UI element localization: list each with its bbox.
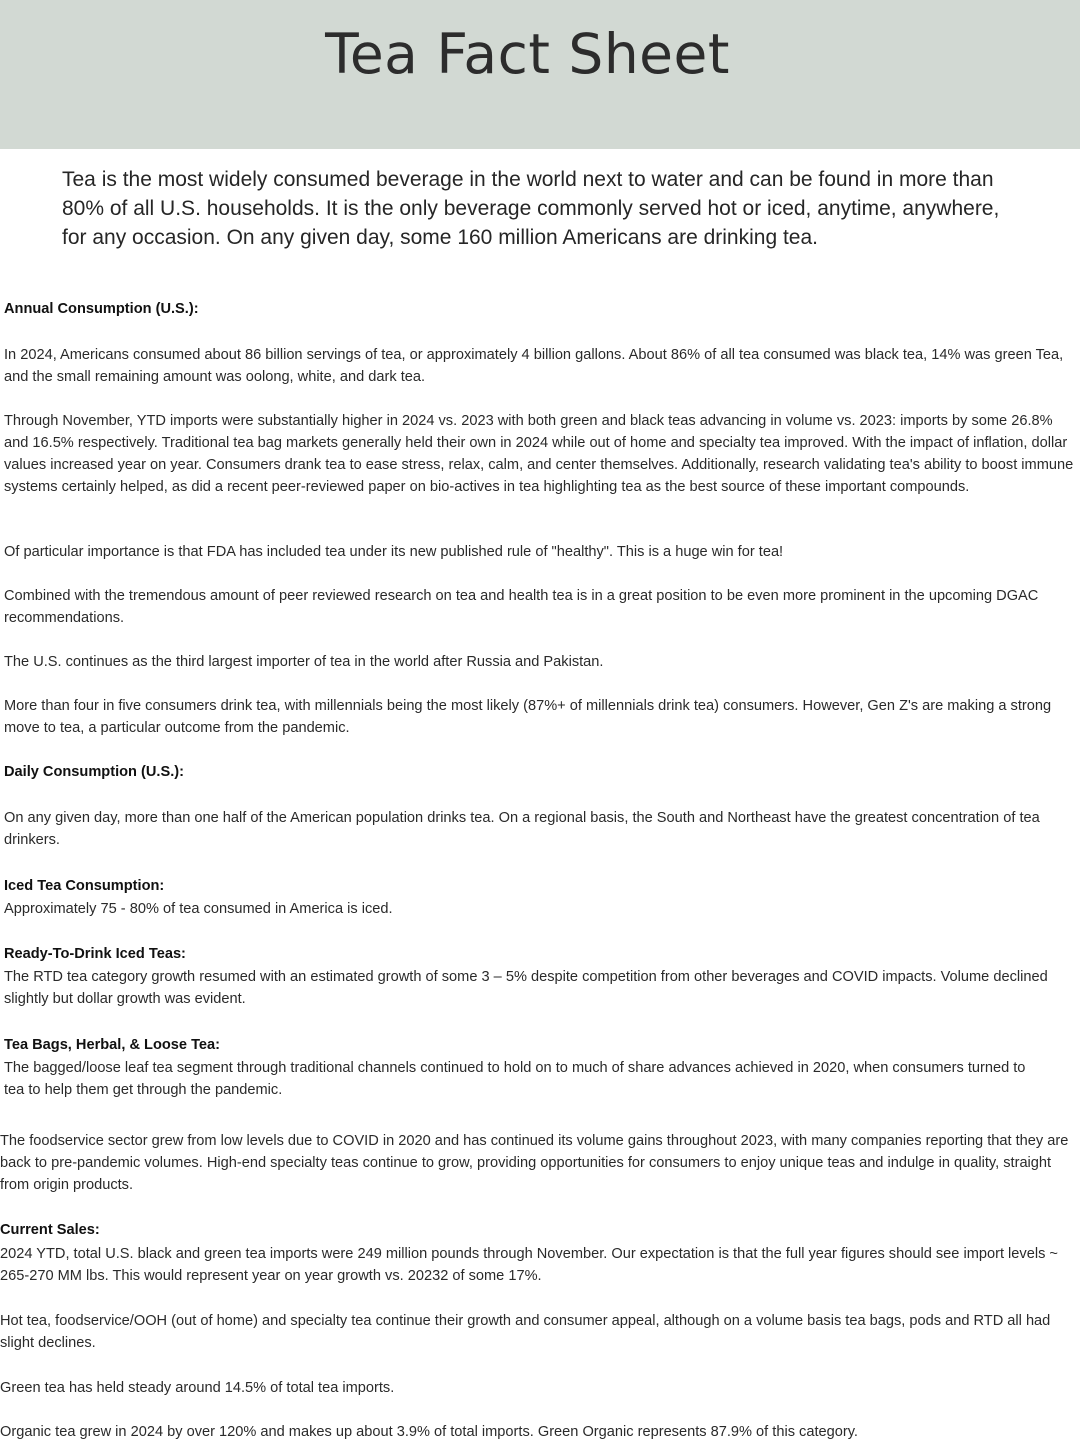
iced-tea-paragraph: Approximately 75 - 80% of tea consumed in America is iced.: [4, 901, 393, 917]
annual-paragraph-4: Combined with the tremendous amount of peer reviewed research on tea and health tea is in a great position to be even more prominent in the upcoming DGAC recommendations.: [4, 588, 1039, 626]
annual-paragraph-1: In 2024, Americans consumed about 86 billion servings of tea, or approximately 4 billion gallons. About 86% of all tea consumed was black tea, 14% was green Tea, and the small remaining amount was oolong, white, and dark tea.: [4, 347, 1064, 385]
iced-tea-heading: Iced Tea Consumption:: [4, 878, 165, 894]
rtd-paragraph: The RTD tea category growth resumed with an estimated growth of some 3 – 5% despite competition from other beverages and COVID impacts. Volume declined slightly but dollar growth was evident.: [4, 969, 1048, 1007]
daily-paragraph-1: On any given day, more than one half of the American population drinks tea. On a regional basis, the South and Northeast have the greatest concentration of tea drinkers.: [4, 810, 1040, 848]
tea-bags-heading: Tea Bags, Herbal, & Loose Tea:: [4, 1037, 220, 1053]
sales-paragraph-4: Organic tea grew in 2024 by over 120% and makes up about 3.9% of total imports. Green Organic represents 87.9% of this category.: [0, 1424, 858, 1440]
annual-paragraph-3: Of particular importance is that FDA has included tea under its new published rule of "healthy". This is a huge win for tea!: [4, 544, 784, 560]
annual-paragraph-5: The U.S. continues as the third largest importer of tea in the world after Russia and Pakistan.: [4, 654, 604, 670]
intro-paragraph: Tea is the most widely consumed beverage in the world next to water and can be found in more than 80% of all U.S. households. It is the only beverage commonly served hot or iced, anytime, anywhere, for any occasion. On any given day, some 160 million Americans are drinking tea.: [62, 168, 1000, 249]
annual-paragraph-6: More than four in five consumers drink tea, with millennials being the most likely (87%+ of millennials drink tea) consumers. However, Gen Z's are making a strong move to tea, a particular outcome from the pandemic.: [4, 698, 1052, 736]
sales-paragraph-1: 2024 YTD, total U.S. black and green tea imports were 249 million pounds through November. Our expectation is that the full year figures should see import levels ~ 265-270 MM lbs. This would represent year on year growth vs. 20232 of some 17%.: [0, 1246, 1058, 1284]
rtd-heading: Ready-To-Drink Iced Teas:: [4, 946, 186, 962]
tea-bags-paragraph: The bagged/loose leaf tea segment through traditional channels continued to hold on to much of share advances achieved in 2020, when consumers turned to tea to help them get through the pandemic.: [4, 1060, 1026, 1098]
header-banner: [0, 0, 1080, 149]
annual-consumption-heading: Annual Consumption (U.S.):: [4, 301, 199, 317]
annual-paragraph-2: Through November, YTD imports were substantially higher in 2024 vs. 2023 with both green and black teas advancing in volume vs. 2023: imports by some 26.8% and 16.5% respectively. Traditional tea bag markets generally held their own in 2024 while out of home and specialty tea improved. With the impact of inflation, dollar values increased year on year. Consumers drank tea to ease stress, relax, calm, and center themselves. Additionally, research validating tea's ability to boost immune systems certainly helped, as did a recent peer-reviewed paper on bio-actives in tea highlighting tea as the best source of these important compounds.: [4, 413, 1074, 495]
foodservice-paragraph: The foodservice sector grew from low levels due to COVID in 2020 and has continued its volume gains throughout 2023, with many companies reporting that they are back to pre-pandemic volumes. High-end specialty teas continue to grow, providing opportunities for consumers to enjoy unique teas and indulge in quality, straight from origin products.: [0, 1133, 1069, 1193]
sales-paragraph-2: Hot tea, foodservice/OOH (out of home) and specialty tea continue their growth and consumer appeal, although on a volume basis tea bags, pods and RTD all had slight declines.: [0, 1313, 1051, 1351]
daily-consumption-heading: Daily Consumption (U.S.):: [4, 764, 184, 780]
page-title: Tea Fact Sheet: [325, 22, 730, 86]
sales-paragraph-3: Green tea has held steady around 14.5% of total tea imports.: [0, 1380, 395, 1396]
current-sales-heading: Current Sales:: [0, 1222, 100, 1238]
